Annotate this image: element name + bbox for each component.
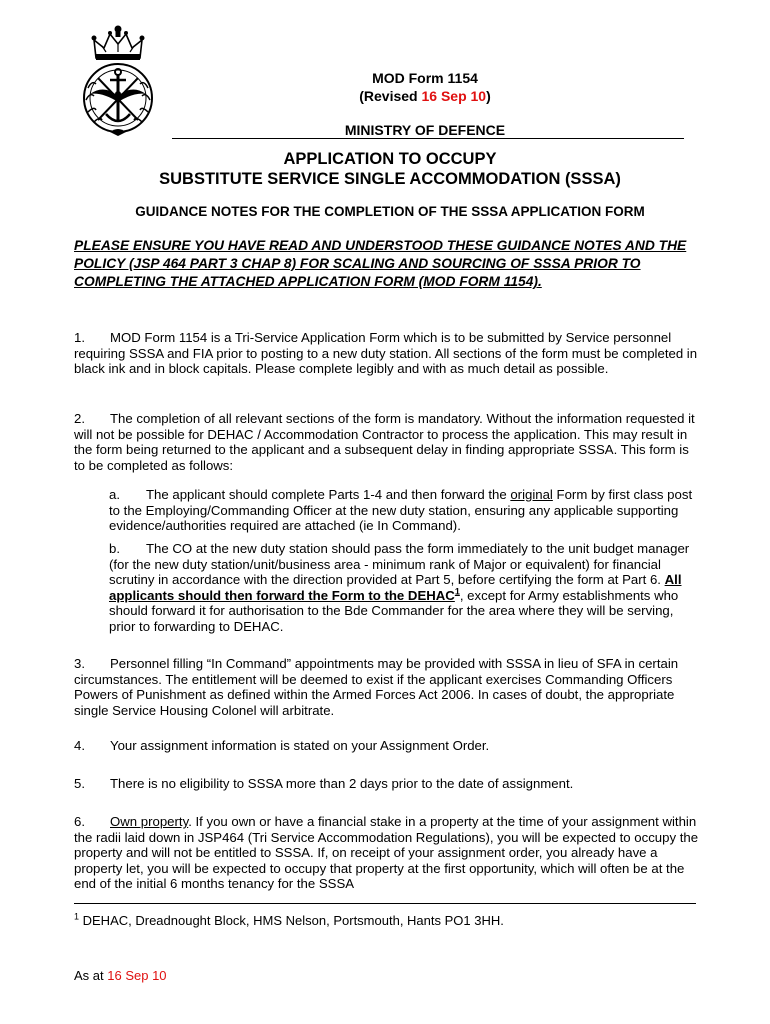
paragraph-text: Personnel filling “In Command” appointments may be provided with SSSA in lieu of SFA in certain circumstances. The entitlement will be deemed to exist if the applicant exercises Commanding Officers Powers of Punishment as defined within the Armed Forces Act 2006. In cases of doubt, the appropriate single Service Housing Colonel will arbitrate.: [74, 656, 679, 718]
paragraph-number: 5.: [74, 776, 85, 791]
paragraph-text: The completion of all relevant sections of the form is mandatory. Without the information requested it will not be possible for DEHAC / Accommodation Contractor to process the application. This may result in the form being returned to the applicant and a subsequent delay in finding appropriate SSSA. This form is to be completed as follows:: [74, 411, 695, 473]
own-property-heading: Own property: [110, 814, 189, 829]
mod-crest-icon: [72, 22, 164, 140]
paragraph-number: 4.: [74, 738, 85, 753]
subparagraph-number: a.: [109, 487, 120, 502]
paragraph-4: [74, 738, 702, 754]
footnote-marker: 1: [74, 911, 80, 922]
page-footer: [74, 968, 167, 983]
warning-notice: PLEASE ENSURE YOU HAVE READ AND UNDERSTOOD THESE GUIDANCE NOTES AND THE POLICY (JSP 464 PART 3 CHAP 8) FOR SCALING AND SOURCING OF SSSA PRIOR TO COMPLETING THE ATTACHED APPLICATION FORM (MOD FORM 1154).: [74, 238, 687, 289]
paragraph-number: 1.: [74, 330, 85, 345]
title-line-1: APPLICATION TO OCCUPY: [283, 150, 497, 168]
footer-prefix: As at: [74, 968, 108, 983]
paragraph-5: [74, 776, 702, 792]
revised-date: 16 Sep 10: [421, 88, 487, 104]
paragraph-text: . If you own or have a financial stake in a property at the time of your assignment within the radii laid down in JSP464 (Tri Service Accommodation Regulations), you will be expected to occupy the property and will not be entitled to SSSA. If, on receipt of your assignment order, you already have a property let, you will be expected to occupy that property at the first opportunity, which will often be at the end of the initial 6 months tenancy for the SSSA: [74, 814, 699, 892]
paragraph-6: [74, 814, 702, 892]
revised-line: [230, 88, 620, 104]
revised-prefix: (Revised: [359, 88, 422, 104]
subparagraph-text-after: Form by first class post to the Employing/Commanding Officer at the new duty station, ensuring any applicable supporting evidence/authorities required are attached (ie In Command).: [109, 487, 693, 534]
subparagraph-number: b.: [109, 541, 120, 556]
title-line-2: SUBSTITUTE SERVICE SINGLE ACCOMMODATION (SSSA): [159, 170, 621, 188]
original-underlined: original: [510, 487, 553, 502]
footnote-rule: [74, 903, 696, 904]
paragraph-1: [74, 330, 702, 377]
paragraph-3: [74, 656, 702, 718]
paragraph-text: Your assignment information is stated on your Assignment Order.: [110, 738, 490, 753]
guidance-heading: GUIDANCE NOTES FOR THE COMPLETION OF THE SSSA APPLICATION FORM: [135, 204, 645, 219]
footer-date: 16 Sep 10: [107, 968, 167, 983]
paragraph-2: [74, 411, 702, 473]
subparagraph-text-after: , except for Army establishments who should forward it for authorisation to the Bde Commander for the area where they will be serving, prior to forwarding to DEHAC.: [109, 587, 679, 634]
paragraph-text: MOD Form 1154 is a Tri-Service Application Form which is to be submitted by Service personnel requiring SSSA and FIA prior to posting to a new duty station. All sections of the form must be completed in black ink and in block capitals. Please complete legibly and with as much detail as possible.: [74, 330, 698, 377]
footnote-text: DEHAC, Dreadnought Block, HMS Nelson, Portsmouth, Hants PO1 3HH.: [79, 913, 504, 928]
footnote: [74, 913, 504, 928]
revised-suffix: ): [486, 88, 491, 104]
footnote-reference[interactable]: 1: [454, 586, 460, 597]
ministry-name: MINISTRY OF DEFENCE: [344, 122, 506, 138]
subparagraph-text-before: The applicant should complete Parts 1-4 and then forward the: [146, 487, 511, 502]
paragraph-number: 3.: [74, 656, 85, 671]
form-number: MOD Form 1154: [372, 70, 478, 86]
subparagraph-text-before: The CO at the new duty station should pass the form immediately to the unit budget manager (for the new duty station/unit/business area - minimum rank of Major or equivalent) for financial scrutiny in accordance with the direction provided at Part 5, before certifying the form at Part 6.: [109, 541, 690, 588]
paragraph-number: 2.: [74, 411, 85, 426]
paragraph-number: 6.: [74, 814, 85, 829]
forward-instruction: All applicants should then forward the Form to the DEHAC: [109, 572, 682, 603]
subparagraph-b: [109, 541, 701, 635]
paragraph-text: There is no eligibility to SSSA more than 2 days prior to the date of assignment.: [110, 776, 574, 791]
header-rule: [172, 138, 684, 139]
subparagraph-a: [109, 487, 701, 534]
